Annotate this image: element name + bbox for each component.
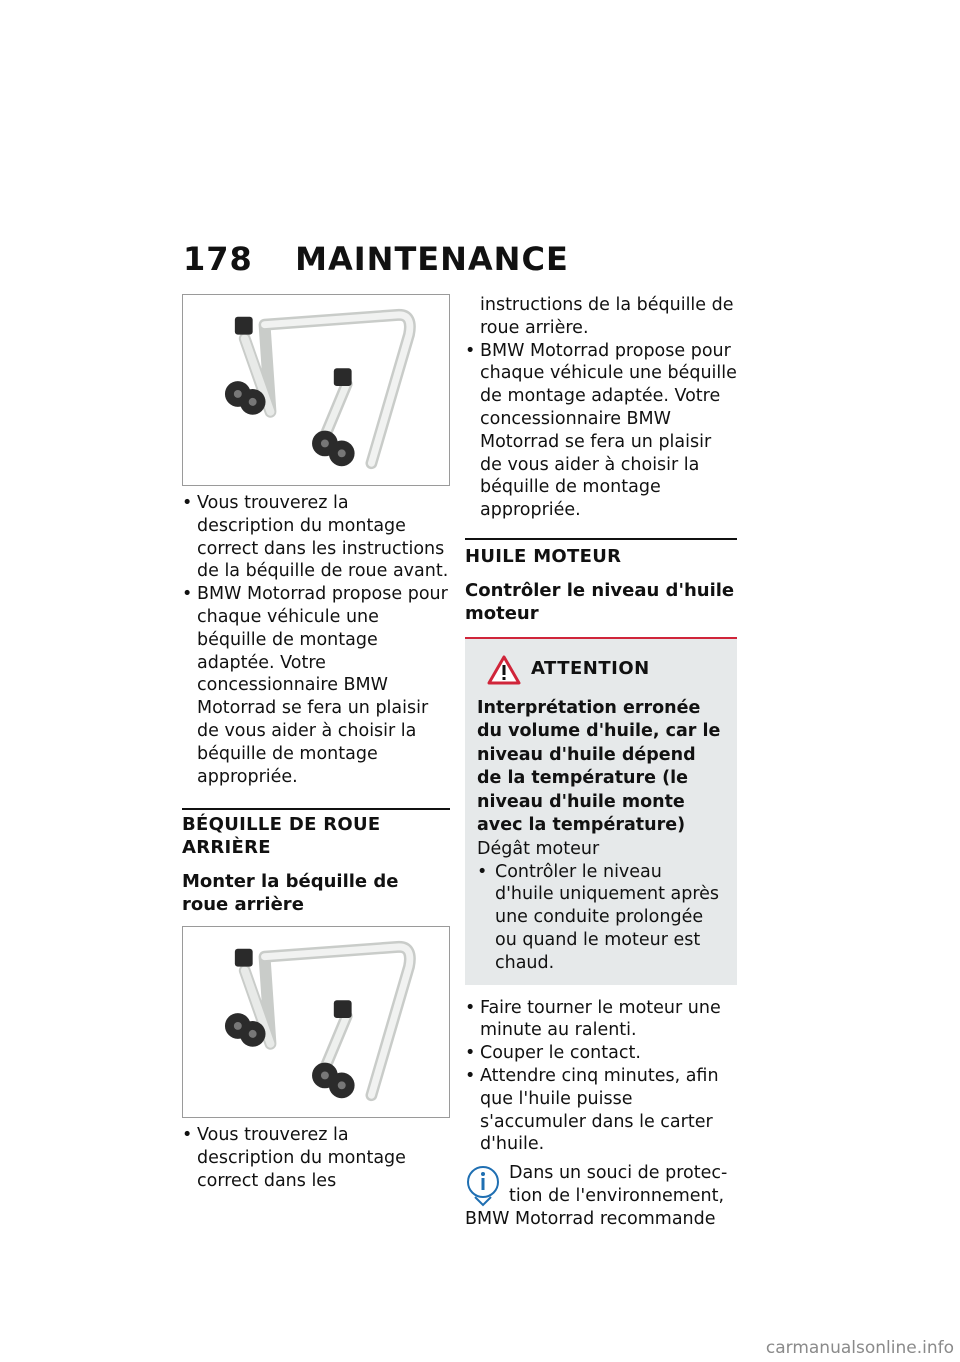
rear-stand-figure <box>182 926 450 1118</box>
list-item: • Vous trouverez la description du montage correct dans les instructions de la béquille de roue avant. <box>182 492 450 583</box>
attention-hazard: Interprétation erronée du volume d'huile, car le niveau d'huile dépend de la température (le niveau d'huile monte avec la température) <box>477 697 721 836</box>
list-item: • BMW Motorrad propose pour chaque véhicule une béquille de montage adaptée. Votre concessionnaire BMW Motorrad se fera un plaisir de vous aider à choisir la béquille de montage appropriée. <box>465 340 737 522</box>
page-number: 178 <box>183 240 253 278</box>
rear-stand-notes-continued <box>465 340 737 522</box>
list-item: • Vous trouverez la description du montage correct dans les <box>182 1124 450 1192</box>
attention-steps <box>477 861 725 975</box>
right-column <box>465 294 737 1231</box>
list-item: • Couper le contact. <box>465 1042 737 1065</box>
front-wheel-stand-illustration <box>183 295 449 485</box>
rear-stand-notes <box>182 1124 450 1192</box>
left-column <box>182 294 450 1192</box>
attention-box <box>465 637 737 985</box>
list-item: • Attendre cinq minutes, afin que l'huile puisse s'accumuler dans le carter d'huile. <box>465 1065 737 1156</box>
warning-triangle-icon <box>487 655 521 685</box>
info-line: Dans un souci de protec- <box>509 1163 728 1184</box>
info-icon <box>465 1164 501 1208</box>
attention-label: ATTENTION <box>531 658 650 680</box>
subsection-title-mount-rear-stand: Monter la béquille de roue arrière <box>182 870 399 915</box>
front-stand-figure <box>182 294 450 486</box>
info-line: BMW Motorrad recommande <box>465 1208 716 1229</box>
info-line: tion de l'environnement, <box>509 1185 725 1206</box>
list-item: • BMW Motorrad propose pour chaque véhicule une béquille de montage adaptée. Votre concessionnaire BMW Motorrad se fera un plaisir de vous aider à choisir la béquille de montage appropriée. <box>182 583 450 788</box>
page-title: MAINTENANCE <box>295 240 569 278</box>
rear-wheel-stand-illustration <box>183 927 449 1117</box>
oil-check-steps <box>465 997 737 1157</box>
page-header <box>183 240 569 278</box>
attention-consequence: Dégât moteur <box>477 838 600 859</box>
subsection-title-check-oil: Contrôler le niveau d'huile moteur <box>465 579 735 624</box>
front-stand-notes <box>182 492 450 788</box>
list-item: • Faire tourner le moteur une minute au ralenti. <box>465 997 737 1043</box>
attention-header <box>487 655 725 685</box>
section-title-rear-stand: BÉQUILLE DE ROUE ARRIÈRE <box>182 808 450 860</box>
list-item: • Contrôler le niveau d'huile uniquement après une conduite prolongée ou quand le moteur est chaud. <box>477 861 725 975</box>
environment-note <box>465 1162 737 1230</box>
section-title-engine-oil: HUILE MOTEUR <box>465 538 737 569</box>
continued-text: instructions de la béquille de roue arrière. <box>480 295 734 338</box>
watermark: carmanualsonline.info <box>765 1338 954 1358</box>
